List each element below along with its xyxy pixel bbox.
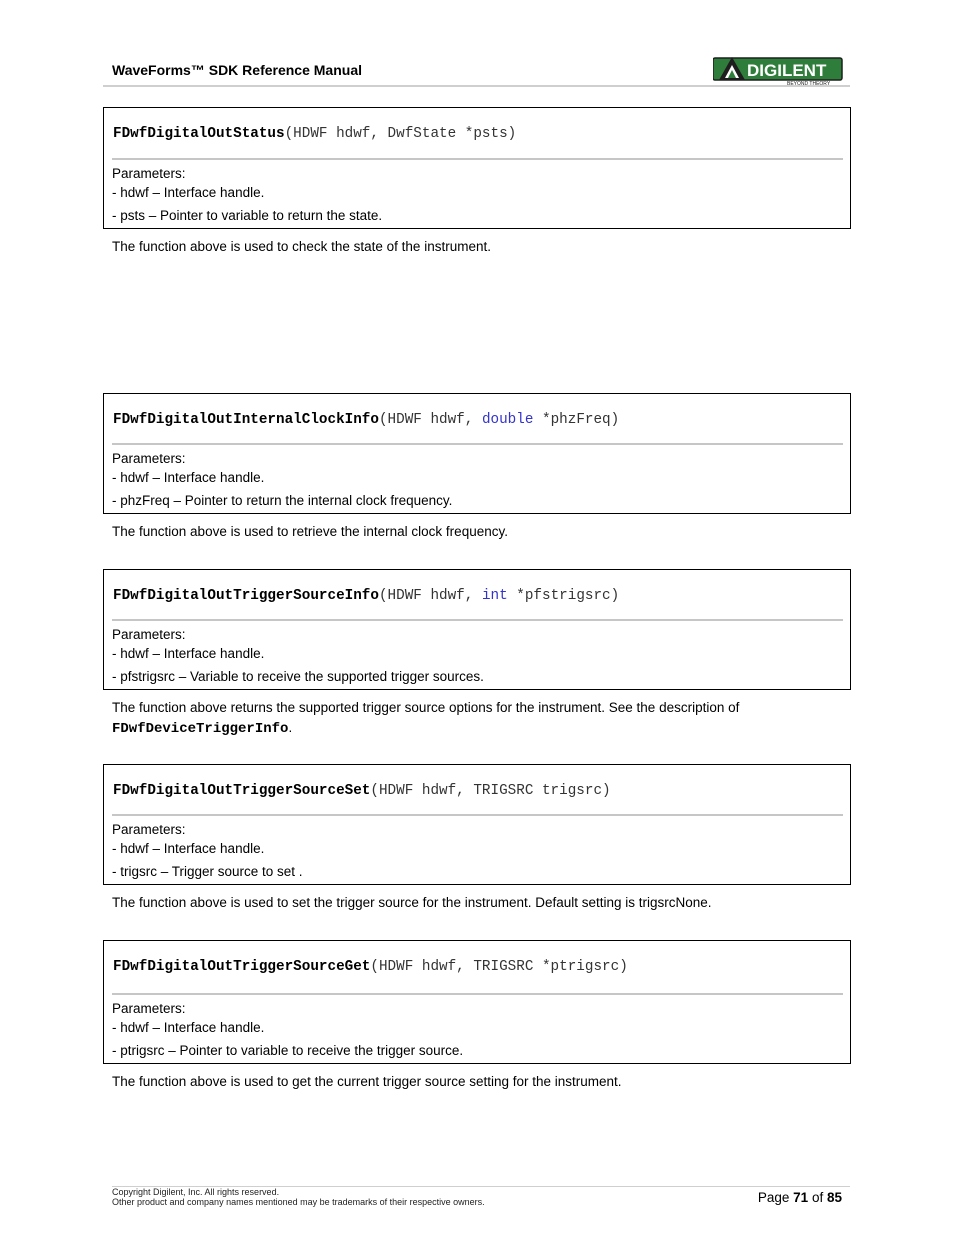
function-box-trigger-source-get	[103, 940, 851, 1064]
page-label: Page	[757, 1190, 790, 1205]
svg-text:DIGILENT: DIGILENT	[747, 61, 827, 80]
type-keyword: int	[481, 588, 508, 604]
param-item: - trigsrc – Trigger source to set .	[112, 864, 303, 879]
param-item: - ptrigsrc – Pointer to variable to receive the trigger source.	[112, 1043, 464, 1058]
function-signature	[113, 412, 619, 428]
function-box-status	[103, 107, 851, 229]
signature-args: (HDWF hdwf, TRIGSRC trigsrc)	[370, 783, 611, 799]
function-signature	[113, 126, 516, 142]
signature-args-end: *pfstrigsrc)	[507, 588, 620, 604]
params-label: Parameters:	[112, 451, 186, 466]
page-number	[758, 1190, 842, 1205]
description-text: The function above returns the supported trigger source options for the instrument. See the description of	[112, 700, 740, 715]
signature-args: (HDWF hdwf, TRIGSRC *ptrigsrc)	[370, 959, 628, 975]
svg-text:BEYOND THEORY: BEYOND THEORY	[787, 81, 831, 86]
current-page: 71	[793, 1190, 809, 1205]
signature-args: (HDWF hdwf,	[378, 412, 482, 428]
signature-divider	[112, 814, 843, 816]
signature-divider	[112, 993, 843, 995]
manual-title: WaveForms™ SDK Reference Manual	[112, 62, 362, 78]
function-reference: FDwfDeviceTriggerInfo	[112, 720, 289, 737]
function-signature	[113, 588, 619, 604]
params-label: Parameters:	[112, 166, 186, 181]
description-end: .	[288, 719, 293, 735]
footer-legal	[112, 1187, 485, 1207]
total-pages: 85	[826, 1190, 842, 1205]
function-box-internal-clock-info	[103, 393, 851, 514]
function-name: FDwfDigitalOutTriggerSourceGet	[113, 959, 371, 975]
param-item: - psts – Pointer to variable to return the state.	[112, 208, 383, 223]
parameter-list	[112, 164, 382, 225]
function-description: The function above is used to get the current trigger source setting for the instrument.	[112, 1074, 622, 1089]
signature-divider	[112, 443, 843, 445]
parameter-list	[112, 820, 303, 881]
params-label: Parameters:	[112, 627, 186, 642]
copyright-text: Copyright Digilent, Inc. All rights reserved.	[112, 1187, 280, 1197]
signature-divider	[112, 619, 843, 621]
digilent-logo	[713, 56, 843, 86]
function-box-trigger-source-info	[103, 569, 851, 690]
signature-args: (HDWF hdwf,	[378, 588, 482, 604]
function-name: FDwfDigitalOutStatus	[113, 126, 285, 142]
function-description	[112, 698, 842, 739]
parameter-list	[112, 625, 484, 686]
trademark-text: Other product and company names mentioned may be trademarks of their respective owners.	[112, 1197, 485, 1207]
function-name: FDwfDigitalOutTriggerSourceSet	[113, 783, 371, 799]
signature-divider	[112, 158, 843, 160]
function-name: FDwfDigitalOutInternalClockInfo	[113, 412, 379, 428]
param-item: - hdwf – Interface handle.	[112, 185, 265, 200]
function-signature	[113, 959, 628, 975]
function-description: The function above is used to set the trigger source for the instrument. Default setting is trigsrcNone.	[112, 895, 712, 910]
parameter-list	[112, 999, 463, 1060]
param-item: - hdwf – Interface handle.	[112, 841, 265, 856]
function-name: FDwfDigitalOutTriggerSourceInfo	[113, 588, 379, 604]
param-item: - hdwf – Interface handle.	[112, 646, 265, 661]
function-signature	[113, 783, 611, 799]
parameter-list	[112, 449, 452, 510]
function-box-trigger-source-set	[103, 764, 851, 885]
param-item: - phzFreq – Pointer to return the internal clock frequency.	[112, 493, 453, 508]
param-item: - hdwf – Interface handle.	[112, 1020, 265, 1035]
page-of: of	[811, 1190, 824, 1205]
signature-args: (HDWF hdwf, DwfState *psts)	[284, 126, 517, 142]
function-description: The function above is used to retrieve the internal clock frequency.	[112, 524, 508, 539]
params-label: Parameters:	[112, 1001, 186, 1016]
type-keyword: double	[481, 412, 534, 428]
param-item: - pfstrigsrc – Variable to receive the supported trigger sources.	[112, 669, 484, 684]
signature-args-end: *phzFreq)	[533, 412, 620, 428]
params-label: Parameters:	[112, 822, 186, 837]
param-item: - hdwf – Interface handle.	[112, 470, 265, 485]
function-description: The function above is used to check the state of the instrument.	[112, 239, 491, 254]
